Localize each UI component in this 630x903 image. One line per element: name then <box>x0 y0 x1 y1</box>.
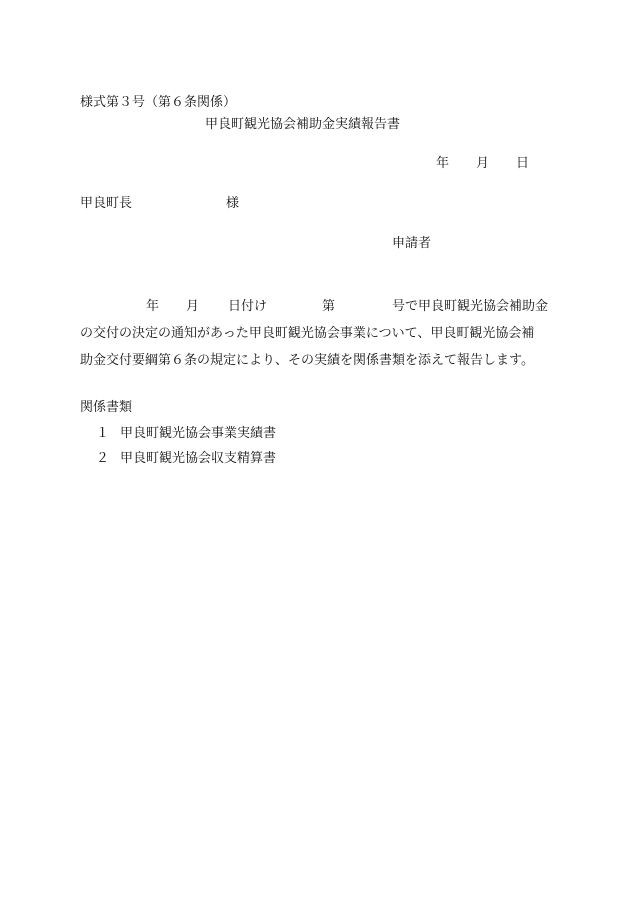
related-document-item: 甲良町観光協会事業実績書 <box>120 426 277 441</box>
body-line-1-text: 号で甲良町観光協会補助金 <box>392 299 549 314</box>
form-number: 様式第３号（第６条関係） <box>80 95 237 110</box>
body-line-2: の交付の決定の通知があった甲良町観光協会事業について、甲良町観光協会補 <box>80 326 535 341</box>
applicant-label: 申請者 <box>392 236 432 251</box>
related-document-number: ２ <box>96 451 110 466</box>
body-dated-label: 日付け <box>228 299 268 314</box>
related-document-number: １ <box>96 426 110 441</box>
related-document-item: 甲良町観光協会収支精算書 <box>120 451 277 466</box>
document-title: 甲良町観光協会補助金実績報告書 <box>205 117 401 132</box>
body-number-prefix: 第 <box>322 299 336 314</box>
body-line-3: 助金交付要綱第６条の規定により、その実績を関係書類を添えて報告します。 <box>80 353 534 368</box>
body-month-label: 月 <box>186 299 200 314</box>
date-year-label: 年 <box>436 156 450 171</box>
date-day-label: 日 <box>516 156 530 171</box>
addressee-name: 甲良町長 <box>80 196 133 211</box>
related-documents-heading: 関係書類 <box>80 400 133 415</box>
addressee-honorific: 様 <box>226 196 240 211</box>
body-year-label: 年 <box>146 299 160 314</box>
date-month-label: 月 <box>476 156 490 171</box>
